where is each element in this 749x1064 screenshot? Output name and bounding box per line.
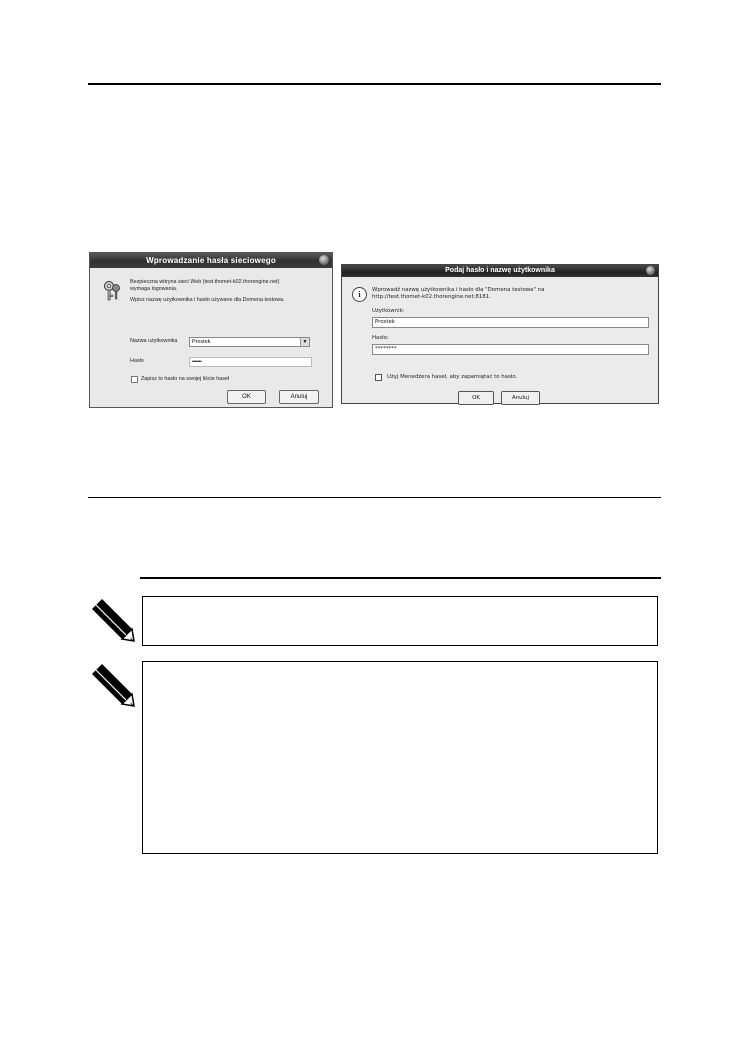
password-field[interactable] xyxy=(372,344,649,355)
pencil-note-icon xyxy=(88,595,136,643)
ok-button[interactable]: OK xyxy=(458,391,494,405)
close-icon[interactable] xyxy=(319,255,329,265)
dialog-message-line2: wymaga logowania. xyxy=(130,286,178,292)
use-password-manager-label: Użyj Menedżera haseł, aby zapamiętać to hasło. xyxy=(387,374,518,380)
note-box xyxy=(142,661,658,854)
username-label: Nazwa użytkownika xyxy=(130,338,178,344)
dialog-title: Podaj hasło i nazwę użytkownika xyxy=(445,267,555,274)
close-icon[interactable] xyxy=(646,266,655,275)
cancel-button[interactable]: Anuluj xyxy=(279,390,319,404)
dialog-title: Wprowadzanie hasła sieciowego xyxy=(146,256,276,265)
pencil-note-icon xyxy=(88,660,136,708)
remember-password-checkbox[interactable] xyxy=(131,376,138,383)
remember-password-label: Zapisz to hasło na swojej liście haseł xyxy=(141,376,230,382)
keys-icon xyxy=(102,280,122,302)
note-section-rule xyxy=(140,577,661,579)
info-icon: i xyxy=(352,287,367,302)
use-password-manager-checkbox[interactable] xyxy=(375,374,382,381)
top-rule xyxy=(88,83,661,85)
password-field[interactable] xyxy=(189,357,312,367)
username-label: Użytkownik: xyxy=(372,308,405,314)
password-label: Hasło xyxy=(130,358,144,364)
ok-button[interactable]: OK xyxy=(227,390,266,404)
password-label: Hasło: xyxy=(372,335,389,341)
dialog-titlebar xyxy=(90,253,332,268)
section-rule xyxy=(88,497,661,498)
credentials-dialog-gtk xyxy=(341,264,659,404)
cancel-button[interactable]: Anuluj xyxy=(501,391,540,405)
password-value: ******** xyxy=(375,346,397,352)
dialog-message-line3: Wpisz nazwę użytkownika i hasło używane dla Domena testowa. xyxy=(130,297,285,303)
dialog-message-line1: Bezpieczna witryna sieci Web (test.thomet-k02.thorengine.net) xyxy=(130,279,280,285)
username-field[interactable] xyxy=(372,317,649,328)
network-password-dialog-windows xyxy=(89,252,333,408)
dialog-titlebar xyxy=(342,265,658,277)
username-value: Prostek xyxy=(375,319,395,325)
note-box xyxy=(142,596,658,646)
username-value: Prostek xyxy=(192,339,211,345)
dialog-message-line1: Wprowadź nazwę użytkownika i hasło dla "Domena testowa" na xyxy=(372,287,545,293)
chevron-down-icon[interactable]: ▼ xyxy=(300,338,309,346)
username-select[interactable] xyxy=(189,337,310,347)
dialog-message-line2: http://test.thomet-k02.thorengine.net:8181. xyxy=(372,294,491,300)
password-value: ••••••• xyxy=(192,359,202,365)
